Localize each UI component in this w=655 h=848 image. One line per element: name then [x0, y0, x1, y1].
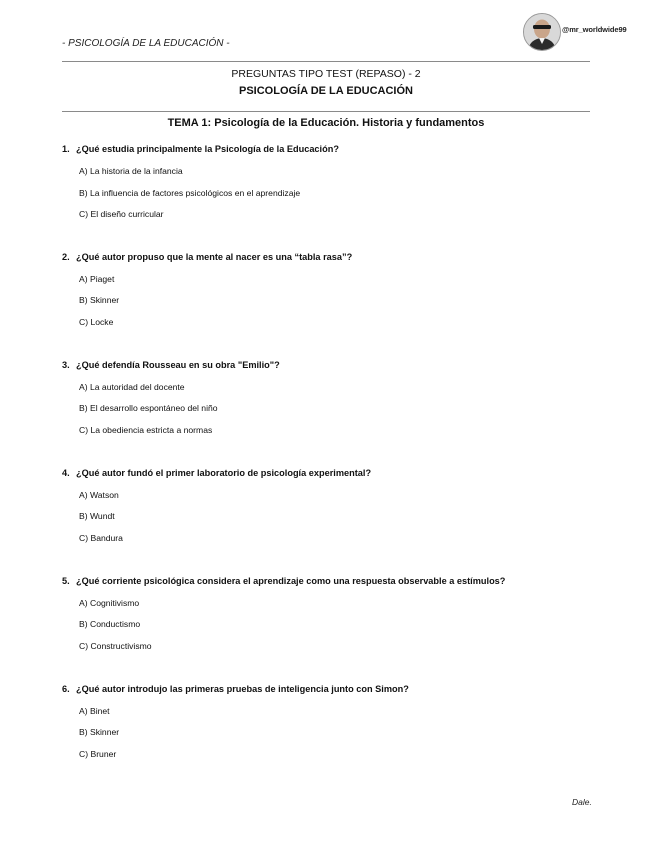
question-text: ¿Qué autor fundó el primer laboratorio de psicología experimental? — [76, 468, 372, 478]
title-divider — [62, 111, 590, 112]
topic-heading: TEMA 1: Psicología de la Educación. Historia y fundamentos — [167, 117, 485, 129]
document-title: PSICOLOGÍA DE LA EDUCACIÓN — [239, 85, 413, 97]
question-3 — [62, 360, 280, 370]
question-number: 2. — [62, 252, 70, 262]
option-5b: B) Conductismo — [79, 619, 141, 629]
avatar — [523, 13, 561, 51]
option-1a: A) La historia de la infancia — [79, 166, 183, 176]
question-number: 1. — [62, 144, 70, 154]
question-5 — [62, 576, 505, 586]
option-5a: A) Cognitivismo — [79, 598, 140, 608]
question-text: ¿Qué corriente psicológica considera el aprendizaje como una respuesta observable a estímulos? — [76, 576, 506, 586]
question-text: ¿Qué defendía Rousseau en su obra "Emilio"? — [76, 360, 280, 370]
option-3c: C) La obediencia estricta a normas — [79, 425, 213, 435]
document-subtitle: PREGUNTAS TIPO TEST (REPASO) - 2 — [231, 68, 421, 80]
option-4c: C) Bandura — [79, 533, 123, 543]
option-2c: C) Locke — [79, 317, 114, 327]
option-6b: B) Skinner — [79, 727, 120, 737]
option-4b: B) Wundt — [79, 511, 115, 521]
avatar-portrait-icon — [524, 14, 560, 50]
option-4a: A) Watson — [79, 490, 119, 500]
top-divider — [62, 61, 590, 62]
option-2b: B) Skinner — [79, 295, 120, 305]
question-2 — [62, 252, 352, 262]
option-2a: A) Piaget — [79, 274, 115, 284]
footer-sign: Dale. — [572, 797, 592, 807]
question-number: 6. — [62, 684, 70, 694]
question-number: 5. — [62, 576, 70, 586]
question-text: ¿Qué estudia principalmente la Psicología de la Educación? — [76, 144, 339, 154]
option-1c: C) El diseño curricular — [79, 209, 164, 219]
question-4 — [62, 468, 371, 478]
option-3a: A) La autoridad del docente — [79, 382, 185, 392]
option-6c: C) Bruner — [79, 749, 117, 759]
option-3b: B) El desarrollo espontáneo del niño — [79, 403, 218, 413]
question-1 — [62, 144, 339, 154]
option-1b: B) La influencia de factores psicológicos en el aprendizaje — [79, 188, 301, 198]
question-text: ¿Qué autor propuso que la mente al nacer es una “tabla rasa”? — [76, 252, 353, 262]
question-number: 3. — [62, 360, 70, 370]
running-title: - PSICOLOGÍA DE LA EDUCACIÓN - — [62, 38, 230, 49]
option-6a: A) Binet — [79, 706, 110, 716]
question-text: ¿Qué autor introdujo las primeras pruebas de inteligencia junto con Simon? — [76, 684, 409, 694]
author-handle: @mr_worldwide99 — [562, 25, 627, 34]
question-number: 4. — [62, 468, 70, 478]
question-6 — [62, 684, 409, 694]
option-5c: C) Constructivismo — [79, 641, 152, 651]
